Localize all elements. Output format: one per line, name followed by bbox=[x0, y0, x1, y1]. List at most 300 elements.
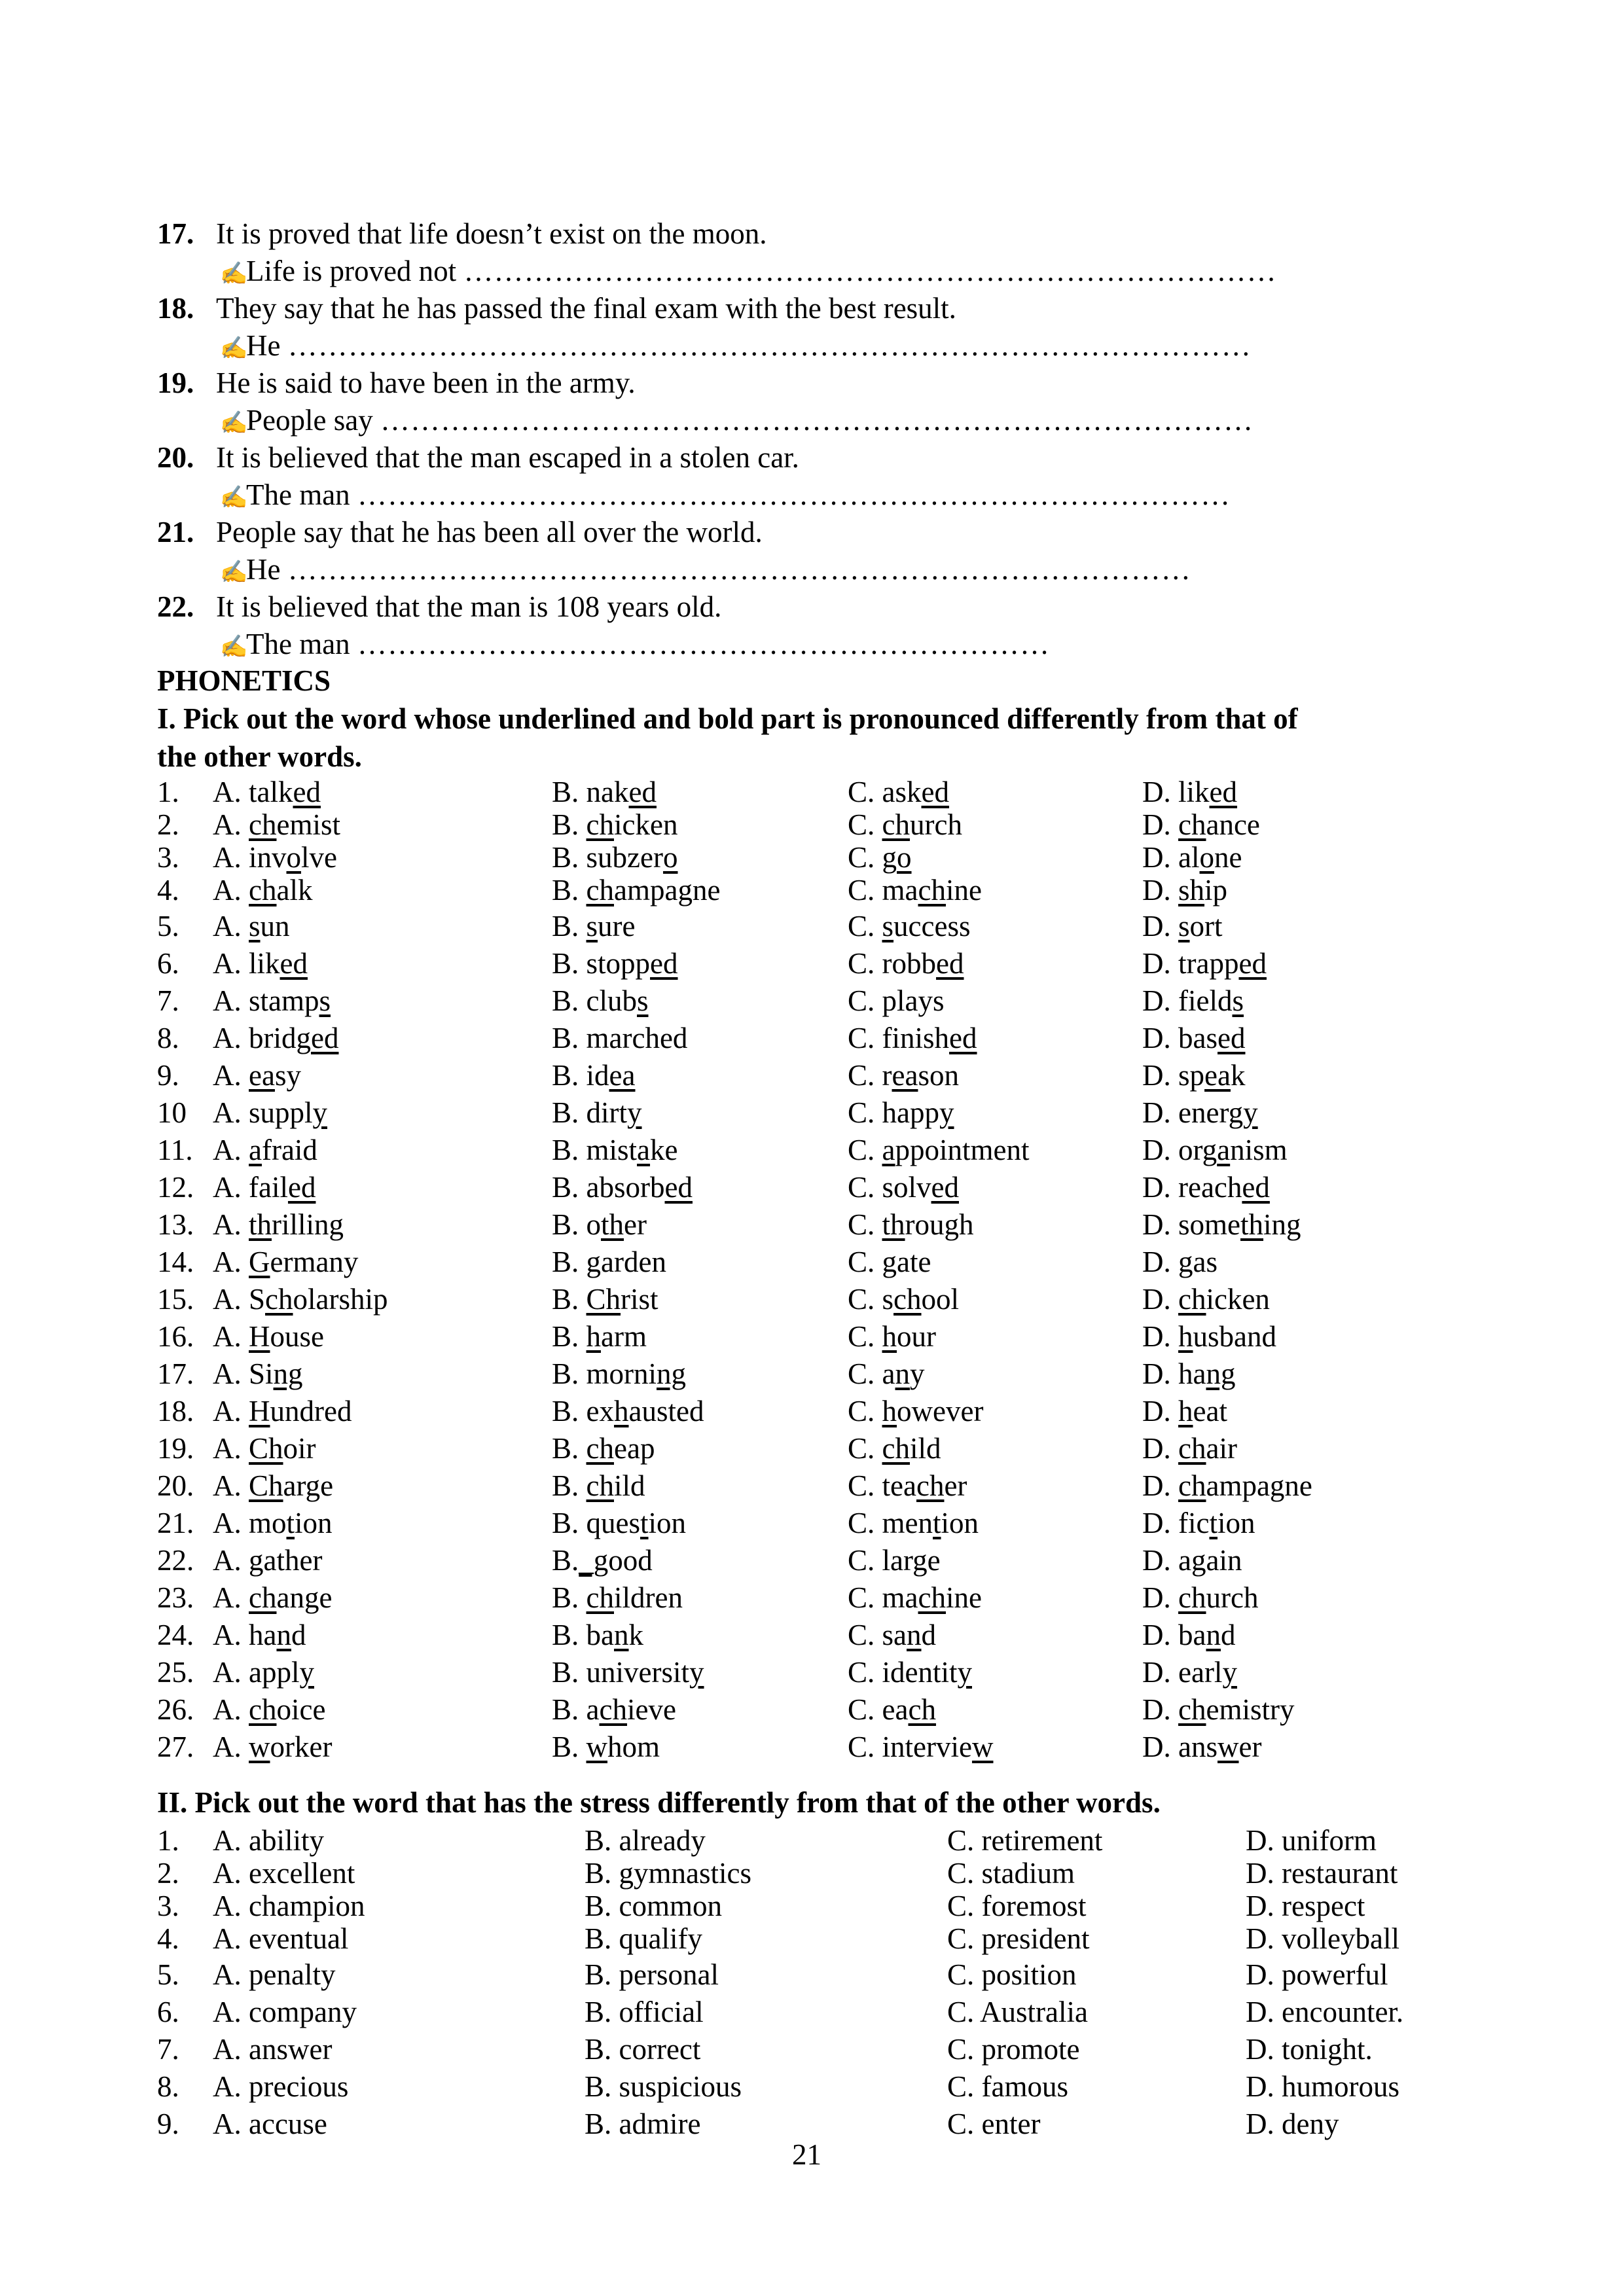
option-b[interactable] bbox=[552, 912, 636, 941]
option-rest: ildren bbox=[614, 1581, 683, 1614]
question-number: 5. bbox=[157, 910, 179, 942]
option-b[interactable] bbox=[552, 949, 678, 978]
option-c[interactable] bbox=[848, 1583, 982, 1613]
underlined-sound: th bbox=[249, 1208, 272, 1241]
option-a[interactable]: A. ability bbox=[213, 1824, 324, 1857]
option-label: C. bbox=[848, 808, 882, 841]
option-b[interactable] bbox=[552, 1210, 647, 1240]
question-number: 9. bbox=[157, 1059, 179, 1092]
option-b[interactable] bbox=[552, 1136, 678, 1165]
underlined-sound: ch bbox=[1178, 1432, 1206, 1465]
option-rest: icken bbox=[614, 808, 678, 841]
option-rest: eat bbox=[1193, 1395, 1227, 1427]
option-a[interactable] bbox=[213, 1397, 352, 1426]
option-label: B. bbox=[552, 874, 586, 906]
underlined-sound: ed bbox=[931, 1171, 960, 1204]
option-a[interactable] bbox=[213, 1285, 388, 1314]
underlined-sound: g bbox=[1178, 1246, 1193, 1278]
option-a[interactable] bbox=[213, 1695, 325, 1725]
option-b[interactable] bbox=[552, 810, 677, 840]
option-b[interactable]: B. already bbox=[585, 1824, 706, 1857]
option-d[interactable] bbox=[1142, 1658, 1237, 1687]
option-a[interactable]: A. answer bbox=[213, 2033, 333, 2066]
option-rest: er bbox=[944, 1469, 967, 1502]
question-number: 16. bbox=[157, 1320, 194, 1353]
option-a[interactable] bbox=[213, 949, 308, 978]
option-c[interactable] bbox=[848, 1695, 936, 1725]
option-a[interactable] bbox=[213, 1509, 333, 1538]
option-label: B. bbox=[552, 1246, 586, 1278]
option-d[interactable] bbox=[1142, 1397, 1227, 1426]
option-b[interactable] bbox=[552, 1658, 704, 1687]
option-d[interactable] bbox=[1142, 1471, 1312, 1501]
question-number: 1. bbox=[157, 776, 179, 808]
option-label: B. stopp bbox=[552, 947, 651, 980]
option-c[interactable] bbox=[848, 1732, 993, 1762]
option-a[interactable] bbox=[213, 1210, 344, 1240]
option-b[interactable] bbox=[552, 1285, 659, 1314]
option-label: A. appl bbox=[213, 1656, 300, 1689]
option-b[interactable] bbox=[552, 1546, 653, 1575]
option-label: D. field bbox=[1142, 984, 1233, 1017]
option-c[interactable] bbox=[848, 1434, 941, 1463]
option-rest: usband bbox=[1193, 1320, 1276, 1353]
option-rest: y bbox=[910, 1357, 925, 1390]
underlined-sound: th bbox=[882, 1208, 905, 1241]
underlined-sound: h bbox=[882, 1395, 897, 1427]
option-rest: son bbox=[918, 1059, 959, 1092]
option-d[interactable] bbox=[1142, 1098, 1258, 1128]
option-b[interactable] bbox=[552, 1471, 645, 1501]
underlined-sound: h bbox=[1178, 1395, 1193, 1427]
option-label: A. Si bbox=[213, 1357, 274, 1390]
underlined-sound: h bbox=[1178, 1320, 1193, 1353]
option-a[interactable]: A. accuse bbox=[213, 2108, 327, 2140]
question-number: 17. bbox=[157, 1357, 194, 1390]
option-a[interactable] bbox=[213, 1322, 324, 1352]
option-c[interactable] bbox=[848, 1621, 936, 1650]
option-c[interactable] bbox=[848, 1136, 1029, 1165]
option-rest: alk bbox=[276, 874, 313, 906]
option-d[interactable] bbox=[1142, 843, 1242, 872]
question-number: 24. bbox=[157, 1619, 194, 1651]
option-c[interactable] bbox=[848, 1061, 959, 1090]
option-b[interactable] bbox=[552, 1509, 686, 1538]
option-label: D. reach bbox=[1142, 1171, 1242, 1204]
underlined-sound: g bbox=[586, 1246, 602, 1278]
option-label: C. finish bbox=[848, 1022, 950, 1054]
option-d[interactable]: D. respect bbox=[1246, 1890, 1365, 1922]
option-c[interactable] bbox=[848, 1509, 979, 1538]
option-label: B. nak bbox=[552, 776, 629, 808]
option-label: A. bbox=[213, 1731, 249, 1763]
option-a[interactable]: A. precious bbox=[213, 2070, 349, 2103]
underlined-sound: o bbox=[286, 841, 301, 874]
underlined-sound: s bbox=[249, 910, 261, 942]
option-c[interactable] bbox=[848, 1471, 967, 1501]
option-d[interactable] bbox=[1142, 912, 1223, 941]
option-c[interactable]: C. stadium bbox=[947, 1857, 1075, 1890]
option-a[interactable]: A. champion bbox=[213, 1890, 365, 1922]
option-a[interactable] bbox=[213, 912, 290, 941]
option-a[interactable] bbox=[213, 876, 312, 905]
option-c[interactable] bbox=[848, 949, 964, 978]
answer-blank[interactable]: …………………………………………………………… bbox=[357, 628, 1050, 660]
option-rest: icken bbox=[1206, 1283, 1270, 1316]
option-label: B. universit bbox=[552, 1656, 689, 1689]
question-number: 25. bbox=[157, 1656, 194, 1689]
option-a[interactable] bbox=[213, 1434, 316, 1463]
option-label: A. bbox=[213, 1581, 249, 1614]
underlined-sound: ng bbox=[1206, 1357, 1236, 1390]
option-c[interactable] bbox=[848, 778, 949, 807]
option-b[interactable] bbox=[552, 876, 720, 905]
option-b[interactable] bbox=[552, 1098, 642, 1128]
option-rest: ion bbox=[941, 1507, 979, 1539]
option-d[interactable] bbox=[1142, 1210, 1301, 1240]
option-label: C. robb bbox=[848, 947, 936, 980]
option-b[interactable] bbox=[552, 1061, 635, 1090]
option-rest: arden bbox=[601, 1246, 666, 1278]
option-rest: emistry bbox=[1206, 1693, 1295, 1726]
option-a[interactable] bbox=[213, 1658, 314, 1687]
underlined-sound: ch bbox=[265, 1283, 293, 1316]
option-b[interactable]: B. official bbox=[585, 1996, 704, 2028]
option-d[interactable] bbox=[1142, 1546, 1242, 1575]
option-rest: d bbox=[291, 1619, 306, 1651]
underlined-sound: n bbox=[895, 1357, 910, 1390]
option-c[interactable]: C. famous bbox=[947, 2070, 1068, 2103]
option-d[interactable] bbox=[1142, 810, 1260, 840]
transformation-item bbox=[157, 368, 636, 398]
option-label: D. bbox=[1142, 1246, 1178, 1278]
option-c[interactable] bbox=[848, 1397, 983, 1426]
option-label: D. bbox=[1142, 1395, 1178, 1427]
writing-hand-icon: ✍ bbox=[220, 486, 248, 510]
option-d[interactable] bbox=[1142, 1285, 1270, 1314]
option-d[interactable] bbox=[1142, 876, 1227, 905]
item-number: 17. bbox=[157, 217, 194, 250]
option-d[interactable]: D. volleyball bbox=[1246, 1922, 1399, 1955]
answer-blank[interactable]: …………………………………………………………………………… bbox=[357, 478, 1231, 511]
underlined-sound: s bbox=[586, 910, 598, 942]
underlined-sound: ch bbox=[882, 1432, 910, 1465]
option-c[interactable] bbox=[848, 810, 962, 840]
underlined-sound: Ch bbox=[249, 1432, 283, 1465]
answer-prompt: The man bbox=[246, 478, 357, 511]
option-label: C. bbox=[848, 1246, 882, 1278]
question-number: 15. bbox=[157, 1283, 194, 1316]
underlined-sound: a bbox=[882, 1134, 895, 1166]
option-label: C. ma bbox=[848, 874, 918, 906]
option-d[interactable]: D. encounter. bbox=[1246, 1996, 1404, 2028]
option-c[interactable] bbox=[848, 912, 970, 941]
option-a[interactable]: A. company bbox=[213, 1996, 357, 2028]
answer-line bbox=[220, 555, 1191, 584]
option-label: C. lar bbox=[848, 1544, 913, 1577]
option-rest: fraid bbox=[261, 1134, 317, 1166]
option-b[interactable] bbox=[552, 1583, 683, 1613]
option-rest: hom bbox=[607, 1731, 660, 1763]
phonetics-heading: PHONETICS bbox=[157, 664, 331, 697]
option-d[interactable] bbox=[1142, 1024, 1245, 1053]
option-rest: ion bbox=[648, 1507, 687, 1539]
section1-instruction-line2: the other words. bbox=[157, 740, 362, 773]
option-d[interactable] bbox=[1142, 1732, 1261, 1762]
answer-blank[interactable]: …………………………………………………………………………………… bbox=[287, 329, 1252, 362]
underlined-sound: ed bbox=[1238, 947, 1267, 980]
option-label: A. bbox=[213, 1469, 249, 1502]
option-a[interactable] bbox=[213, 1546, 322, 1575]
question-number: 10 bbox=[157, 1096, 187, 1129]
option-a[interactable] bbox=[213, 1621, 306, 1650]
option-label: D. a bbox=[1142, 1544, 1191, 1577]
option-rest: er bbox=[624, 1208, 647, 1241]
option-b[interactable] bbox=[552, 1397, 704, 1426]
option-label: A. suppl bbox=[213, 1096, 313, 1129]
option-rest: rilling bbox=[272, 1208, 344, 1241]
option-d[interactable]: D. uniform bbox=[1246, 1824, 1377, 1857]
option-a[interactable] bbox=[213, 1136, 317, 1165]
question-number: 7. bbox=[157, 2033, 179, 2066]
option-d[interactable]: D. humorous bbox=[1246, 2070, 1399, 2103]
underlined-sound: a bbox=[1217, 1134, 1231, 1166]
question-number: 14. bbox=[157, 1246, 194, 1278]
option-c[interactable]: C. Australia bbox=[947, 1996, 1088, 2028]
option-d[interactable] bbox=[1142, 1621, 1235, 1650]
option-rest: ieve bbox=[626, 1693, 676, 1726]
underlined-sound: ed bbox=[628, 776, 657, 808]
option-b[interactable] bbox=[552, 1024, 687, 1053]
option-c[interactable] bbox=[848, 1173, 959, 1202]
option-label: B. bbox=[552, 910, 586, 942]
option-label: B. bbox=[552, 808, 586, 841]
option-c[interactable]: C. position bbox=[947, 1958, 1077, 1991]
question-number: 5. bbox=[157, 1958, 179, 1991]
underlined-sound: ed bbox=[664, 1171, 693, 1204]
option-c[interactable]: C. promote bbox=[947, 2033, 1080, 2066]
option-label: C. intervie bbox=[848, 1731, 972, 1763]
option-rest: ild bbox=[614, 1469, 645, 1502]
option-rest: ermany bbox=[270, 1246, 359, 1278]
option-label: C. sa bbox=[848, 1619, 907, 1651]
option-a[interactable] bbox=[213, 810, 340, 840]
option-a[interactable] bbox=[213, 1173, 316, 1202]
option-c[interactable]: C. foremost bbox=[947, 1890, 1087, 1922]
option-label: C. bbox=[848, 910, 882, 942]
option-label: B. o bbox=[552, 1208, 602, 1241]
option-b[interactable] bbox=[552, 1247, 666, 1277]
question-number: 2. bbox=[157, 808, 179, 841]
option-a[interactable] bbox=[213, 778, 321, 807]
option-b[interactable] bbox=[552, 1359, 686, 1389]
option-label: A. bbox=[213, 1134, 249, 1166]
option-b[interactable]: B. correct bbox=[585, 2033, 701, 2066]
transformation-item bbox=[157, 219, 767, 249]
question-number: 6. bbox=[157, 947, 179, 980]
option-a[interactable] bbox=[213, 1247, 358, 1277]
option-d[interactable]: D. restaurant bbox=[1246, 1857, 1398, 1890]
option-c[interactable]: C. president bbox=[947, 1922, 1090, 1955]
option-b[interactable]: B. qualify bbox=[585, 1922, 702, 1955]
writing-hand-icon: ✍ bbox=[220, 560, 248, 584]
option-c[interactable] bbox=[848, 986, 945, 1016]
option-rest: uccess bbox=[893, 910, 971, 942]
option-c[interactable] bbox=[848, 1247, 931, 1277]
option-label: C. s bbox=[848, 1283, 894, 1316]
underlined-sound: o bbox=[662, 841, 678, 874]
option-b[interactable] bbox=[552, 1434, 655, 1463]
option-c[interactable] bbox=[848, 1098, 954, 1128]
option-b[interactable] bbox=[552, 1621, 643, 1650]
writing-hand-icon: ✍ bbox=[220, 635, 248, 659]
option-d[interactable]: D. tonight. bbox=[1246, 2033, 1373, 2066]
option-d[interactable] bbox=[1142, 1136, 1288, 1165]
underlined-sound: y bbox=[627, 1096, 642, 1129]
option-rest: nism bbox=[1230, 1134, 1288, 1166]
option-rest: ance bbox=[1206, 808, 1260, 841]
option-b[interactable]: B. suspicious bbox=[585, 2070, 742, 2103]
option-c[interactable]: C. retirement bbox=[947, 1824, 1103, 1857]
option-b[interactable]: B. common bbox=[585, 1890, 722, 1922]
option-b[interactable] bbox=[552, 1173, 693, 1202]
option-c[interactable] bbox=[848, 1024, 977, 1053]
underlined-sound: ch bbox=[586, 1581, 614, 1614]
option-a[interactable] bbox=[213, 1061, 301, 1090]
option-label: B. bbox=[552, 1469, 586, 1502]
option-a[interactable]: A. excellent bbox=[213, 1857, 355, 1890]
option-label: A. bbox=[213, 874, 249, 906]
answer-prompt: Life is proved not bbox=[246, 255, 464, 287]
question-number: 3. bbox=[157, 841, 179, 874]
item-sentence: People say that he has been all over the world. bbox=[216, 516, 763, 548]
underlined-sound: t bbox=[1209, 1507, 1218, 1539]
option-a[interactable] bbox=[213, 1098, 327, 1128]
option-d[interactable] bbox=[1142, 986, 1244, 1016]
answer-blank[interactable]: ……………………………………………………………………… bbox=[463, 255, 1277, 287]
option-b[interactable] bbox=[552, 1732, 660, 1762]
option-d[interactable]: D. deny bbox=[1246, 2108, 1339, 2140]
option-b[interactable] bbox=[552, 986, 649, 1016]
underlined-sound: ng bbox=[273, 1357, 303, 1390]
underlined-sound: ch bbox=[1178, 1581, 1206, 1614]
option-a[interactable] bbox=[213, 843, 337, 872]
option-a[interactable] bbox=[213, 1359, 303, 1389]
option-a[interactable] bbox=[213, 1583, 332, 1613]
underlined-sound: ed bbox=[280, 947, 308, 980]
option-d[interactable] bbox=[1142, 1583, 1258, 1613]
option-c[interactable] bbox=[848, 1359, 925, 1389]
option-b[interactable]: B. admire bbox=[585, 2108, 701, 2140]
option-b[interactable] bbox=[552, 778, 657, 807]
option-d[interactable] bbox=[1142, 1061, 1245, 1090]
answer-blank[interactable]: …………………………………………………………………………… bbox=[380, 404, 1254, 437]
option-label: B. bbox=[552, 1432, 586, 1465]
option-c[interactable] bbox=[848, 1285, 959, 1314]
option-c[interactable] bbox=[848, 876, 982, 905]
option-label: D. fic bbox=[1142, 1507, 1210, 1539]
option-d[interactable] bbox=[1142, 1173, 1270, 1202]
option-a[interactable] bbox=[213, 986, 331, 1016]
underlined-sound: ed bbox=[921, 776, 949, 808]
option-d[interactable]: D. powerful bbox=[1246, 1958, 1388, 1991]
option-label: D. al bbox=[1142, 841, 1200, 874]
item-number: 18. bbox=[157, 292, 194, 325]
option-label: D. bbox=[1142, 1432, 1178, 1465]
underlined-sound: w bbox=[971, 1731, 994, 1763]
option-a[interactable]: A. eventual bbox=[213, 1922, 349, 1955]
option-a[interactable]: A. penalty bbox=[213, 1958, 336, 1991]
option-d[interactable] bbox=[1142, 778, 1237, 807]
option-d[interactable] bbox=[1142, 1695, 1294, 1725]
option-a[interactable] bbox=[213, 1024, 338, 1053]
option-a[interactable] bbox=[213, 1471, 333, 1501]
option-rest: undred bbox=[270, 1395, 352, 1427]
writing-hand-icon: ✍ bbox=[220, 336, 248, 361]
option-rest: er bbox=[1238, 1731, 1262, 1763]
section2-instruction: II. Pick out the word that has the stress differently from that of the other words. bbox=[157, 1786, 1161, 1819]
option-rest: urch bbox=[910, 808, 962, 841]
question-number: 22. bbox=[157, 1544, 194, 1577]
option-c[interactable] bbox=[848, 1322, 936, 1352]
option-label: C. solv bbox=[848, 1171, 931, 1204]
option-d[interactable] bbox=[1142, 1434, 1237, 1463]
option-b[interactable]: B. gymnastics bbox=[585, 1857, 751, 1890]
underlined-sound: g bbox=[882, 1246, 897, 1278]
option-rest: ine bbox=[945, 1581, 982, 1614]
option-d[interactable] bbox=[1142, 1322, 1276, 1352]
option-c[interactable] bbox=[848, 1546, 941, 1575]
option-label: D. bbox=[1142, 874, 1178, 906]
option-label: D. bbox=[1142, 1469, 1178, 1502]
option-c[interactable] bbox=[848, 1210, 974, 1240]
option-c[interactable] bbox=[848, 843, 912, 872]
transformation-item bbox=[157, 518, 763, 547]
question-number: 19. bbox=[157, 1432, 194, 1465]
option-b[interactable] bbox=[552, 1695, 676, 1725]
option-label: A. inv bbox=[213, 841, 287, 874]
option-b[interactable] bbox=[552, 1322, 647, 1352]
underlined-sound: ch bbox=[586, 808, 614, 841]
answer-prompt: He bbox=[246, 553, 288, 586]
option-label: C. bbox=[848, 1395, 882, 1427]
answer-line bbox=[220, 331, 1252, 361]
option-d[interactable] bbox=[1142, 1509, 1255, 1538]
option-d[interactable] bbox=[1142, 1359, 1235, 1389]
underlined-sound: g bbox=[1191, 1544, 1206, 1577]
question-number: 8. bbox=[157, 2070, 179, 2103]
option-b[interactable] bbox=[552, 843, 677, 872]
option-b[interactable]: B. personal bbox=[585, 1958, 719, 1991]
underlined-sound: ed bbox=[293, 776, 321, 808]
answer-blank[interactable]: ……………………………………………………………………………… bbox=[287, 553, 1191, 586]
option-d[interactable] bbox=[1142, 949, 1267, 978]
transformation-item bbox=[157, 443, 799, 473]
underlined-sound: th bbox=[1240, 1208, 1264, 1241]
option-rest: k bbox=[628, 1619, 643, 1651]
section1-instruction-line1: I. Pick out the word whose underlined and bold part is pronounced differently from that of bbox=[157, 702, 1298, 735]
option-a[interactable] bbox=[213, 1732, 332, 1762]
option-label: D. bbox=[1142, 1283, 1178, 1316]
underlined-sound: ed bbox=[650, 947, 678, 980]
option-rest: oice bbox=[276, 1693, 326, 1726]
option-label: C. r bbox=[848, 1059, 892, 1092]
option-c[interactable]: C. enter bbox=[947, 2108, 1041, 2140]
option-d[interactable] bbox=[1142, 1247, 1218, 1277]
option-label: C. plays bbox=[848, 984, 945, 1017]
option-rest: ine bbox=[945, 874, 982, 906]
option-c[interactable] bbox=[848, 1658, 972, 1687]
